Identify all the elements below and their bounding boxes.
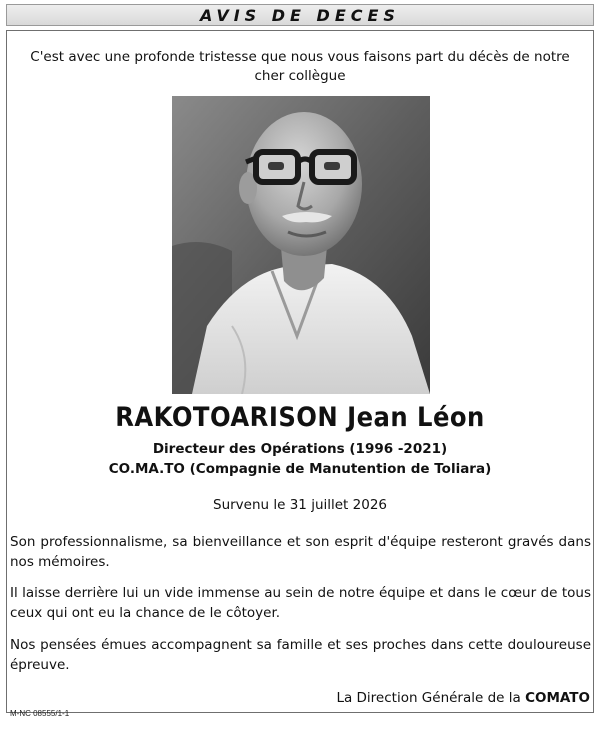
intro-text: C'est avec une profonde tristesse que nous vous faisons part du décès de notre cher collègue: [30, 49, 570, 84]
tribute-paragraph-3: Nos pensées émues accompagnent sa famille et ses proches dans cette douloureuse épreuve.: [10, 637, 591, 673]
notice-title: AVIS DE DECES: [200, 6, 400, 25]
signature-prefix: La Direction Générale de la: [336, 690, 521, 706]
tribute-paragraph-2: Il laisse derrière lui un vide immense au sein de notre équipe et dans le cœur de tous ceux qui ont eu la chance de le côtoyer.: [10, 585, 591, 621]
death-date: Survenu le 31 juillet 2026: [213, 497, 387, 513]
deceased-name: RAKOTOARISON Jean Léon: [115, 402, 485, 433]
notice-header: [6, 4, 594, 26]
portrait-illustration: [172, 96, 430, 394]
reference-code: M-NC 08555/1-1: [10, 709, 70, 718]
portrait-photo: [172, 96, 430, 394]
signature-org: COMATO: [525, 690, 590, 706]
deceased-role: Directeur des Opérations (1996 -2021): [152, 441, 448, 457]
signature: [336, 689, 590, 708]
deceased-company: CO.MA.TO (Compagnie de Manutention de Toliara): [108, 461, 492, 477]
tribute-paragraph-1: Son professionnalisme, sa bienveillance et son esprit d'équipe resteront gravés dans nos mémoires.: [10, 534, 591, 570]
